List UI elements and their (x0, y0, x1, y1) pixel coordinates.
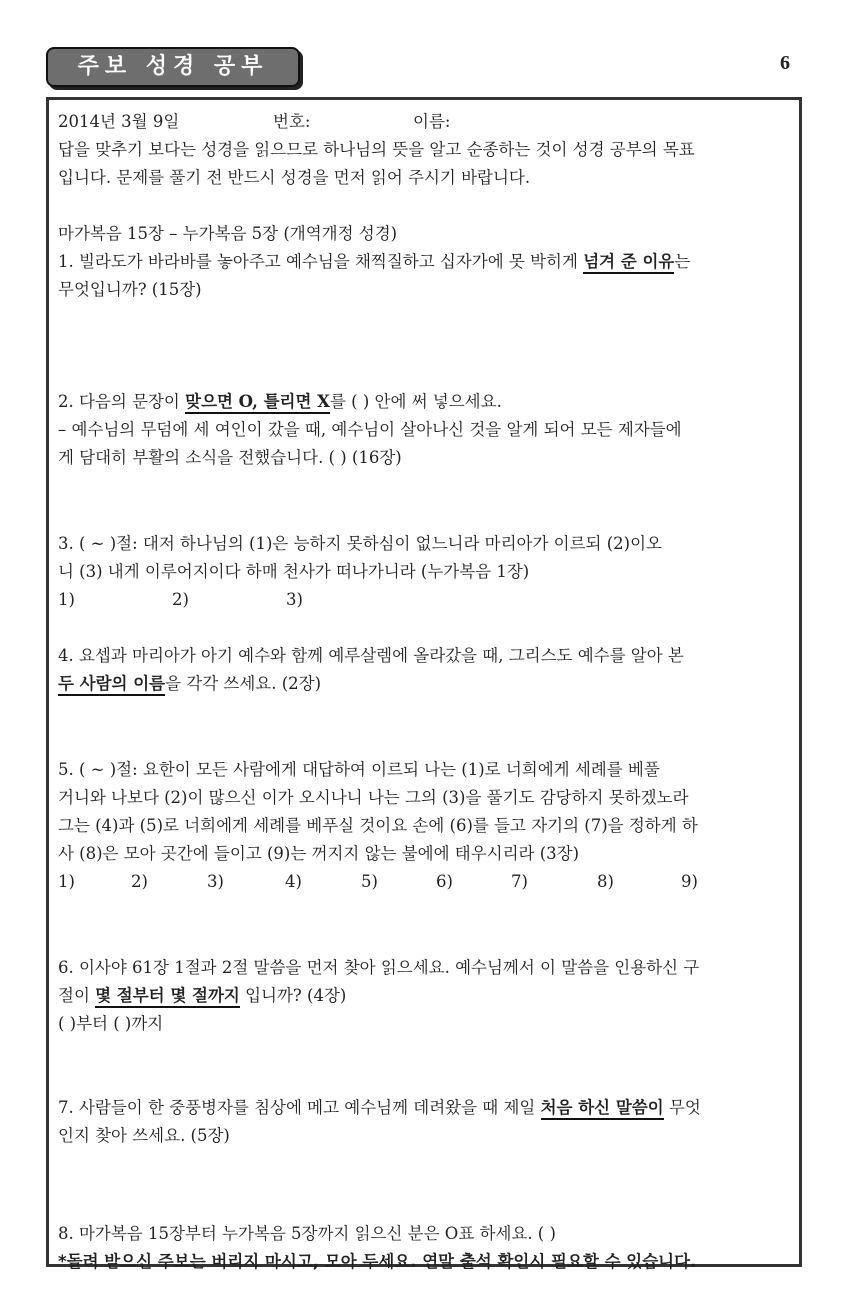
reading-range: 마가복음 15장 – 누가복음 5장 (개역개정 성경) (58, 224, 398, 243)
q3-line-1: 3. ( ~ )절: 대저 하나님의 (1)은 능하지 못하심이 없느니라 마리아가 이르되 (2)이오 (58, 534, 662, 553)
name-label: 이름: (413, 112, 451, 131)
info-line (58, 108, 793, 136)
q5-line-1: 5. ( ~ )절: 요한이 모든 사람에게 대답하여 이르되 나는 (1)로 너희에게 세례를 베풀 (58, 760, 660, 779)
q5-answers (58, 868, 793, 896)
answer-label: 2) (172, 590, 189, 609)
q8-line-1: 8. 마가복음 15장부터 누가복음 5장까지 읽으신 분은 O표 하세요. ( ) (58, 1224, 556, 1243)
number-label: 번호: (273, 112, 311, 131)
q7-line-2: 인지 찾아 쓰세요. (5장) (58, 1126, 230, 1145)
q7-emphasis: 처음 하신 말씀이 (541, 1098, 664, 1120)
page-number: 6 (780, 52, 790, 74)
intro-line-2: 입니다. 문제를 풀기 전 반드시 성경을 먼저 읽어 주시기 바랍니다. (58, 168, 531, 187)
q7-text: 7. 사람들이 한 중풍병자를 침상에 메고 예수님께 데려왔을 때 제일 (58, 1098, 541, 1117)
q7-line-1 (58, 1094, 793, 1122)
q6-line-1: 6. 이사야 61장 1절과 2절 말씀을 먼저 찾아 읽으세요. 예수님께서 이 말씀을 인용하신 구 (58, 958, 700, 977)
q5-line-4: 사 (8)은 모아 곳간에 들이고 (9)는 꺼지지 않는 불에에 태우시리라 (3장) (58, 844, 580, 863)
footer-note: *돌려 받으신 주보는 버리지 마시고, 모아 두세요. 연말 출석 확인시 필요할 수 있습니다. (58, 1252, 697, 1271)
q5-line-3: 그는 (4)과 (5)로 너희에게 세례를 베푸실 것이요 손에 (6)를 들고 자기의 (7)을 정하게 하 (58, 816, 698, 835)
q7-suffix: 무엇 (663, 1098, 701, 1117)
q4-line-2 (58, 670, 793, 698)
q6-line-3: ( )부터 ( )까지 (58, 1014, 164, 1033)
q2-line-3: 게 담대히 부활의 소식을 전했습니다. ( ) (16장) (58, 448, 402, 467)
q5-line-2: 거니와 나보다 (2)이 많으신 이가 오시나니 나는 그의 (3)을 풀기도 감당하지 못하겠노라 (58, 788, 689, 807)
q3-answers (58, 586, 793, 614)
q2-line-1 (58, 388, 793, 416)
q4-line-1: 4. 요셉과 마리아가 아기 예수와 함께 예루살렘에 올라갔을 때, 그리스도 예수를 알아 본 (58, 646, 684, 665)
q4-emphasis: 두 사람의 이름 (58, 674, 165, 696)
worksheet-content (58, 108, 793, 1276)
answer-label: 3) (286, 590, 303, 609)
answer-label: 4) (285, 872, 302, 891)
answer-label: 3) (207, 872, 224, 891)
answer-label: 1) (58, 872, 75, 891)
answer-label: 5) (361, 872, 378, 891)
q1-text: 1. 빌라도가 바라바를 놓아주고 예수님을 채찍질하고 십자가에 못 박히게 (58, 252, 584, 271)
date-text: 2014년 3월 9일 (58, 112, 180, 131)
q2-suffix: 를 ( ) 안에 써 넣으세요. (329, 392, 502, 411)
intro-line-1: 답을 맞추기 보다는 성경을 읽으므로 하나님의 뜻을 알고 순종하는 것이 성경 공부의 목표 (58, 140, 695, 159)
q6-suffix: 입니까? (4장) (239, 986, 347, 1005)
q1-suffix: 는 (674, 252, 691, 271)
answer-label: 9) (681, 872, 698, 891)
q1-line-1 (58, 248, 793, 276)
answer-label: 6) (436, 872, 453, 891)
q2-text: 2. 다음의 문장이 (58, 392, 186, 411)
q6-text: 절이 (58, 986, 96, 1005)
q3-line-2: 니 (3) 내게 이루어지이다 하매 천사가 떠나가니라 (누가복음 1장) (58, 562, 530, 581)
answer-label: 2) (131, 872, 148, 891)
q1-emphasis: 넘겨 준 이유 (583, 252, 674, 274)
answer-label: 8) (597, 872, 614, 891)
title-tab: 주보 성경 공부 (46, 47, 300, 87)
q6-emphasis: 몇 절부터 몇 절까지 (95, 986, 240, 1008)
answer-label: 1) (58, 590, 75, 609)
answer-label: 7) (511, 872, 528, 891)
q4-suffix: 을 각각 쓰세요. (2장) (165, 674, 322, 693)
q2-line-2: – 예수님의 무덤에 세 여인이 갔을 때, 예수님이 살아나신 것을 알게 되어 모든 제자들에 (58, 420, 682, 439)
q2-emphasis: 맞으면 O, 틀리면 X (185, 392, 330, 414)
q6-line-2 (58, 982, 793, 1010)
q1-line-2: 무엇입니까? (15장) (58, 280, 202, 299)
